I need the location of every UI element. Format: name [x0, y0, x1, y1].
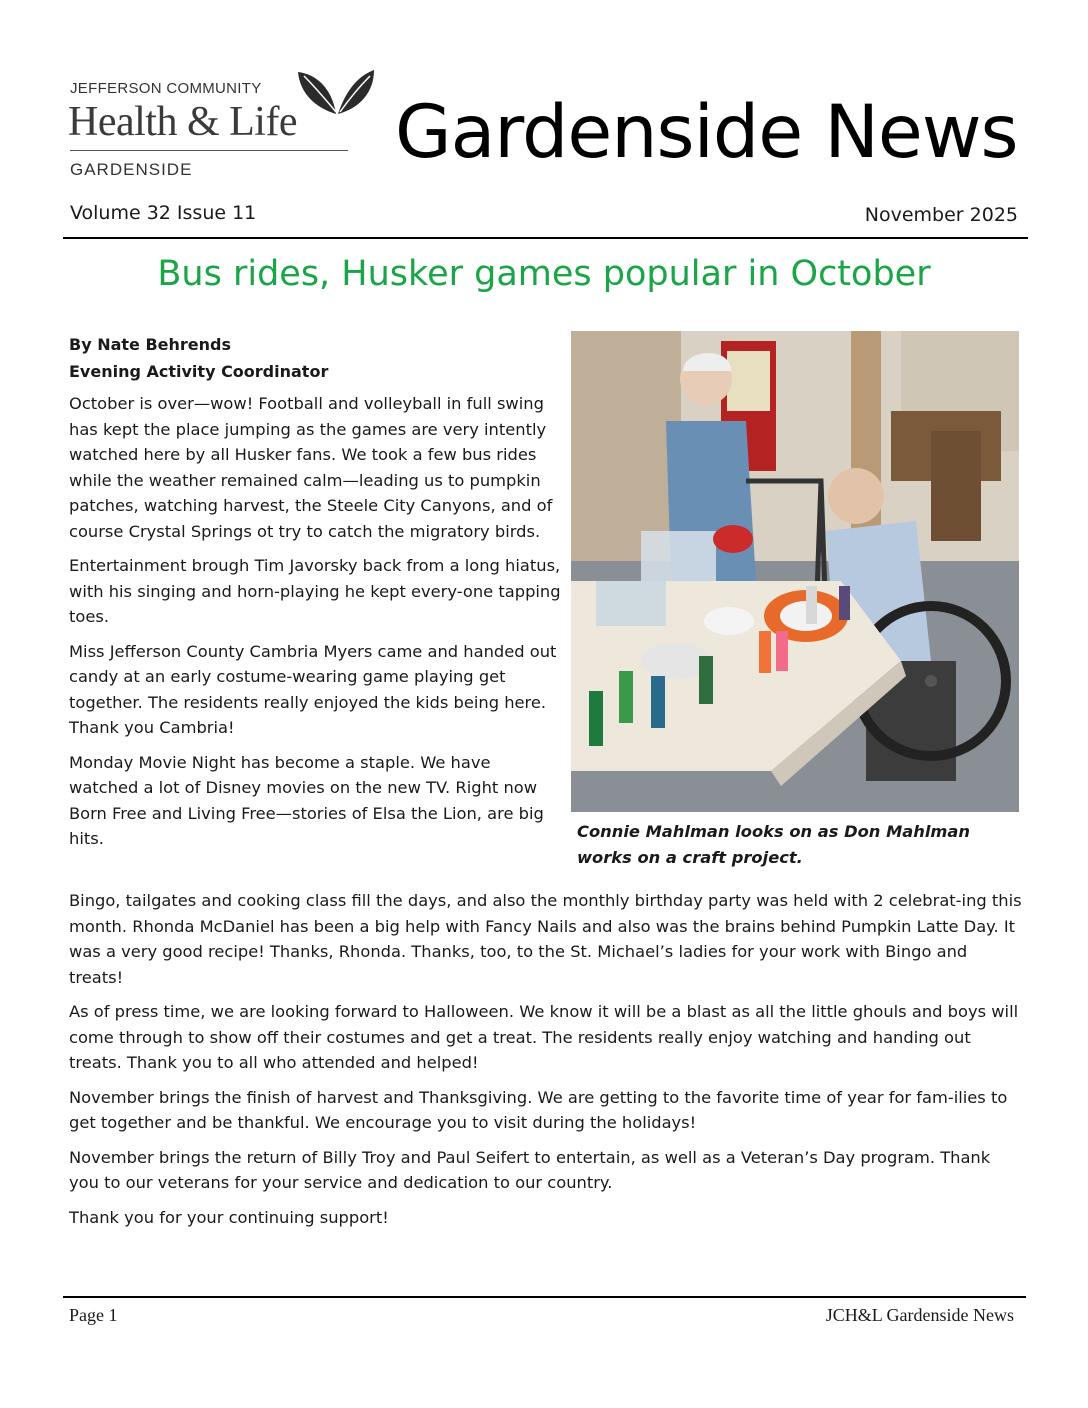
- volume-issue: Volume 32 Issue 11: [70, 202, 257, 224]
- body-paragraph: Thank you for your continuing support!: [69, 1207, 389, 1227]
- logo-top-text: JEFFERSON COMMUNITY: [70, 80, 262, 97]
- issue-date: November 2025: [864, 204, 1018, 226]
- byline-author: By Nate Behrends: [69, 335, 231, 354]
- column-paragraph: Entertainment brough Tim Javorsky back from a long hiatus, with his singing and horn-playing he kept every-one tapping toes.: [69, 556, 561, 626]
- article-byline: [69, 331, 328, 385]
- article-headline: Bus rides, Husker games popular in October: [157, 254, 931, 294]
- logo-main-text: Health & Life: [68, 99, 298, 145]
- column-paragraph: October is over—wow! Football and volleyball in full swing has kept the place jumping as the games are very intently watched here by all Husker fans. We took a few bus rides while the weather remained calm—leading us to pumpkin patches, watching harvest, the Steele City Canyons, and of course Crystal Springs ot try to catch the migratory birds.: [69, 394, 553, 541]
- body-paragraph: Bingo, tailgates and cooking class fill the days, and also the monthly birthday party was held with 2 celebrat-ing this month. Rhonda McDaniel has been a big help with Fancy Nails and also was the brains behind Pumpkin Latte Day. It was a very good recipe! Thanks, Rhonda. Thanks, too, to the St. Michael’s ladies for your work with Bingo and treats!: [69, 891, 1022, 987]
- page-number: Page 1: [69, 1305, 118, 1325]
- photo-illustration: [571, 331, 1019, 812]
- footer-title: JCH&L Gardenside News: [825, 1305, 1014, 1325]
- byline-role: Evening Activity Coordinator: [69, 362, 329, 381]
- body-paragraph: November brings the finish of harvest and Thanksgiving. We are getting to the favorite time of year for fam-ilies to get together and be thankful. We encourage you to visit during the holidays!: [69, 1087, 1008, 1132]
- header-divider: [63, 237, 1028, 239]
- article-column: [69, 391, 564, 861]
- column-paragraph: Miss Jefferson County Cambria Myers came and handed out candy at an early costume-wearing game playing get together. The residents really enjoyed the kids being here. Thank you Cambria!: [69, 641, 557, 737]
- article-photo: [571, 331, 1019, 812]
- photo-caption: Connie Mahlman looks on as Don Mahlman works on a craft project.: [577, 822, 970, 867]
- newsletter-masthead: Gardenside News: [395, 90, 1018, 175]
- organization-logo: [68, 68, 380, 183]
- body-paragraph: As of press time, we are looking forward to Halloween. We know it will be a blast as all the little ghouls and boys will come through to show off their costumes and get a treat. The residents really enjoy watching and handing out treats. Thank you to all who attended and helped!: [69, 1002, 1019, 1072]
- leaf-icon: [296, 68, 376, 116]
- logo-divider: [70, 150, 348, 151]
- footer-divider: [63, 1296, 1026, 1298]
- article-body: [69, 888, 1024, 1239]
- logo-bottom-text: GARDENSIDE: [70, 160, 193, 179]
- column-paragraph: Monday Movie Night has become a staple. We have watched a lot of Disney movies on the new TV. Right now Born Free and Living Free—stories of Elsa the Lion, are big hits.: [69, 752, 544, 848]
- body-paragraph: November brings the return of Billy Troy and Paul Seifert to entertain, as well as a Veteran’s Day program. Thank you to our veterans for your service and dedication to our country.: [69, 1147, 991, 1192]
